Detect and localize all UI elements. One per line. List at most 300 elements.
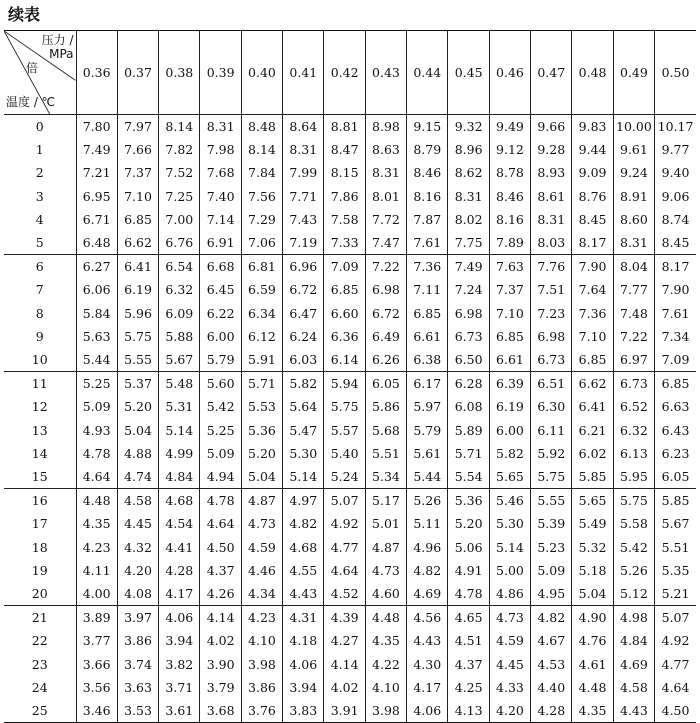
value-cell: 7.23	[531, 302, 572, 325]
value-cell: 4.28	[159, 559, 200, 582]
corner-temperature-label: 温度 / ℃	[6, 95, 56, 109]
value-cell: 8.48	[241, 115, 282, 138]
value-cell: 6.32	[159, 278, 200, 301]
table-row	[4, 489, 696, 512]
value-cell: 7.47	[365, 231, 406, 254]
temperature-cell: 2	[35, 165, 44, 181]
value-cell: 7.89	[489, 231, 530, 254]
value-cell: 4.35	[572, 699, 613, 722]
value-cell: 4.97	[283, 489, 324, 512]
pressure-header-cell: 0.46	[489, 31, 530, 115]
value-cell: 6.61	[407, 325, 448, 348]
value-cell: 4.76	[572, 629, 613, 652]
value-cell: 4.25	[448, 676, 489, 699]
table-row	[4, 512, 696, 535]
temperature-cell: 18	[31, 539, 48, 555]
value-cell: 3.94	[283, 676, 324, 699]
value-cell: 7.72	[365, 208, 406, 231]
temperature-cell: 7	[35, 282, 44, 298]
value-cell: 6.43	[655, 419, 696, 442]
value-cell: 5.92	[531, 442, 572, 465]
table-row	[4, 325, 696, 348]
value-cell: 4.23	[76, 536, 117, 559]
value-cell: 9.44	[572, 138, 613, 161]
value-cell: 7.82	[159, 138, 200, 161]
value-cell: 6.24	[283, 325, 324, 348]
value-cell: 5.61	[407, 442, 448, 465]
value-cell: 7.97	[117, 115, 158, 138]
value-cell: 7.10	[572, 325, 613, 348]
value-cell: 6.68	[200, 255, 241, 278]
value-cell: 5.89	[448, 419, 489, 442]
value-cell: 6.38	[407, 348, 448, 371]
value-cell: 5.63	[76, 325, 117, 348]
value-cell: 4.78	[200, 489, 241, 512]
value-cell: 6.85	[572, 348, 613, 371]
value-cell: 5.79	[200, 348, 241, 371]
value-cell: 8.79	[407, 138, 448, 161]
value-cell: 5.57	[324, 419, 365, 442]
value-cell: 8.31	[613, 231, 654, 254]
value-cell: 5.47	[283, 419, 324, 442]
value-cell: 9.49	[489, 115, 530, 138]
value-cell: 9.40	[655, 161, 696, 184]
value-cell: 3.63	[117, 676, 158, 699]
value-cell: 6.97	[613, 348, 654, 371]
value-cell: 7.80	[76, 115, 117, 138]
value-cell: 5.17	[365, 489, 406, 512]
table-row	[4, 559, 696, 582]
value-cell: 4.50	[655, 699, 696, 722]
value-cell: 5.44	[407, 465, 448, 488]
value-cell: 4.73	[365, 559, 406, 582]
value-cell: 8.31	[531, 208, 572, 231]
value-cell: 4.64	[655, 676, 696, 699]
value-cell: 4.45	[489, 652, 530, 675]
value-cell: 3.98	[241, 652, 282, 675]
value-cell: 6.63	[655, 395, 696, 418]
value-cell: 4.20	[117, 559, 158, 582]
value-cell: 5.32	[572, 536, 613, 559]
value-cell: 6.19	[489, 395, 530, 418]
value-cell: 6.05	[655, 465, 696, 488]
value-cell: 4.64	[200, 512, 241, 535]
value-cell: 3.91	[324, 699, 365, 722]
value-cell: 6.12	[241, 325, 282, 348]
value-cell: 6.36	[324, 325, 365, 348]
value-cell: 7.49	[448, 255, 489, 278]
value-cell: 6.13	[613, 442, 654, 465]
value-cell: 4.20	[489, 699, 530, 722]
value-cell: 5.26	[407, 489, 448, 512]
value-cell: 4.91	[448, 559, 489, 582]
value-cell: 3.90	[200, 652, 241, 675]
value-cell: 5.00	[489, 559, 530, 582]
temperature-cell: 13	[31, 422, 48, 438]
value-cell: 6.19	[117, 278, 158, 301]
value-cell: 5.79	[407, 419, 448, 442]
table-title: 续表	[8, 5, 41, 24]
value-cell: 5.07	[324, 489, 365, 512]
value-cell: 4.34	[241, 582, 282, 605]
value-cell: 4.92	[655, 629, 696, 652]
corner-pressure-unit: MPa	[49, 47, 74, 61]
value-cell: 4.64	[76, 465, 117, 488]
value-cell: 4.26	[200, 582, 241, 605]
value-cell: 5.23	[531, 536, 572, 559]
value-cell: 4.77	[655, 652, 696, 675]
table-row	[4, 676, 696, 699]
value-cell: 4.52	[324, 582, 365, 605]
value-cell: 5.37	[117, 372, 158, 395]
value-cell: 4.69	[613, 652, 654, 675]
value-cell: 6.96	[283, 255, 324, 278]
value-cell: 6.41	[572, 395, 613, 418]
value-cell: 4.14	[200, 606, 241, 629]
value-cell: 10.00	[613, 115, 654, 138]
value-cell: 6.62	[572, 372, 613, 395]
value-cell: 6.02	[572, 442, 613, 465]
value-cell: 7.10	[489, 302, 530, 325]
value-cell: 7.56	[241, 185, 282, 208]
value-cell: 5.94	[324, 372, 365, 395]
table-row	[4, 629, 696, 652]
pressure-header-cell: 0.42	[324, 31, 365, 115]
temperature-cell: 21	[31, 610, 48, 626]
value-cell: 6.34	[241, 302, 282, 325]
value-cell: 8.04	[613, 255, 654, 278]
value-cell: 6.51	[531, 372, 572, 395]
value-cell: 6.85	[489, 325, 530, 348]
value-cell: 7.51	[531, 278, 572, 301]
value-cell: 4.22	[365, 652, 406, 675]
table-row	[4, 115, 696, 138]
temperature-cell: 3	[35, 188, 44, 204]
value-cell: 6.49	[365, 325, 406, 348]
value-cell: 5.26	[613, 559, 654, 582]
value-cell: 5.42	[613, 536, 654, 559]
value-cell: 4.35	[365, 629, 406, 652]
value-cell: 5.58	[613, 512, 654, 535]
value-cell: 5.68	[365, 419, 406, 442]
pressure-temperature-table	[4, 30, 696, 723]
value-cell: 4.11	[76, 559, 117, 582]
value-cell: 5.97	[407, 395, 448, 418]
value-cell: 4.41	[159, 536, 200, 559]
value-cell: 6.17	[407, 372, 448, 395]
pressure-header-cell: 0.41	[283, 31, 324, 115]
value-cell: 3.97	[117, 606, 158, 629]
value-cell: 5.49	[572, 512, 613, 535]
value-cell: 5.48	[159, 372, 200, 395]
value-cell: 7.68	[200, 161, 241, 184]
value-cell: 7.98	[200, 138, 241, 161]
value-cell: 4.69	[407, 582, 448, 605]
value-cell: 6.85	[324, 278, 365, 301]
value-cell: 3.66	[76, 652, 117, 675]
value-cell: 4.08	[117, 582, 158, 605]
value-cell: 9.66	[531, 115, 572, 138]
value-cell: 7.37	[117, 161, 158, 184]
value-cell: 4.02	[324, 676, 365, 699]
value-cell: 4.73	[489, 606, 530, 629]
value-cell: 4.31	[283, 606, 324, 629]
value-cell: 3.77	[76, 629, 117, 652]
value-cell: 5.18	[572, 559, 613, 582]
value-cell: 4.73	[241, 512, 282, 535]
value-cell: 5.75	[531, 465, 572, 488]
value-cell: 6.50	[448, 348, 489, 371]
value-cell: 7.00	[159, 208, 200, 231]
value-cell: 6.54	[159, 255, 200, 278]
temperature-cell: 5	[4, 231, 76, 254]
value-cell: 8.76	[572, 185, 613, 208]
value-cell: 6.61	[489, 348, 530, 371]
value-cell: 4.18	[283, 629, 324, 652]
value-cell: 8.31	[448, 185, 489, 208]
value-cell: 8.31	[365, 161, 406, 184]
value-cell: 5.09	[76, 395, 117, 418]
temperature-cell: 17	[31, 516, 48, 532]
value-cell: 8.96	[448, 138, 489, 161]
value-cell: 8.93	[531, 161, 572, 184]
value-cell: 5.36	[241, 419, 282, 442]
value-cell: 6.73	[531, 348, 572, 371]
value-cell: 5.09	[531, 559, 572, 582]
value-cell: 4.28	[531, 699, 572, 722]
value-cell: 8.15	[324, 161, 365, 184]
value-cell: 7.10	[117, 185, 158, 208]
value-cell: 5.04	[572, 582, 613, 605]
value-cell: 3.98	[365, 699, 406, 722]
value-cell: 4.68	[283, 536, 324, 559]
value-cell: 8.02	[448, 208, 489, 231]
value-cell: 5.01	[365, 512, 406, 535]
value-cell: 3.76	[241, 699, 282, 722]
value-cell: 4.58	[613, 676, 654, 699]
value-cell: 5.88	[159, 325, 200, 348]
value-cell: 5.06	[448, 536, 489, 559]
pressure-header-cell: 0.47	[531, 31, 572, 115]
value-cell: 3.61	[159, 699, 200, 722]
table-row	[4, 372, 696, 395]
temperature-cell: 6	[35, 259, 44, 275]
value-cell: 6.27	[76, 255, 117, 278]
corner-header-cell	[4, 31, 76, 115]
value-cell: 5.75	[613, 489, 654, 512]
value-cell: 5.96	[117, 302, 158, 325]
value-cell: 5.25	[76, 372, 117, 395]
value-cell: 5.71	[241, 372, 282, 395]
value-cell: 5.64	[283, 395, 324, 418]
value-cell: 5.30	[283, 442, 324, 465]
value-cell: 4.86	[489, 582, 530, 605]
value-cell: 6.72	[283, 278, 324, 301]
value-cell: 7.09	[655, 348, 696, 371]
value-cell: 7.34	[655, 325, 696, 348]
value-cell: 9.83	[572, 115, 613, 138]
value-cell: 5.71	[448, 442, 489, 465]
value-cell: 6.85	[117, 208, 158, 231]
value-cell: 3.46	[76, 699, 117, 722]
table-row	[4, 419, 696, 442]
corner-pressure-text: 压力 /	[41, 33, 74, 47]
value-cell: 4.14	[324, 652, 365, 675]
value-cell: 7.61	[655, 302, 696, 325]
value-cell: 8.45	[572, 208, 613, 231]
value-cell: 8.78	[489, 161, 530, 184]
temperature-cell: 16	[31, 493, 48, 509]
value-cell: 9.15	[407, 115, 448, 138]
value-cell: 3.68	[200, 699, 241, 722]
value-cell: 6.98	[531, 325, 572, 348]
value-cell: 6.11	[531, 419, 572, 442]
temperature-cell: 1	[35, 142, 44, 158]
value-cell: 4.87	[241, 489, 282, 512]
value-cell: 4.55	[283, 559, 324, 582]
value-cell: 4.10	[365, 676, 406, 699]
value-cell: 5.09	[200, 442, 241, 465]
value-cell: 8.45	[655, 231, 696, 254]
table-row	[4, 278, 696, 301]
value-cell: 4.35	[76, 512, 117, 535]
value-cell: 7.99	[283, 161, 324, 184]
value-cell: 6.48	[76, 231, 117, 254]
value-cell: 9.12	[489, 138, 530, 161]
table-body	[4, 115, 696, 723]
value-cell: 6.95	[76, 185, 117, 208]
value-cell: 4.33	[489, 676, 530, 699]
pressure-header-cell: 0.49	[613, 31, 654, 115]
pressure-header-cell: 0.38	[159, 31, 200, 115]
value-cell: 4.59	[241, 536, 282, 559]
value-cell: 6.32	[613, 419, 654, 442]
value-cell: 8.60	[613, 208, 654, 231]
value-cell: 7.77	[613, 278, 654, 301]
temperature-cell: 4	[35, 212, 44, 228]
value-cell: 8.61	[531, 185, 572, 208]
value-cell: 4.60	[365, 582, 406, 605]
value-cell: 5.82	[489, 442, 530, 465]
value-cell: 5.14	[159, 419, 200, 442]
value-cell: 4.95	[531, 582, 572, 605]
value-cell: 5.91	[241, 348, 282, 371]
value-cell: 4.88	[117, 442, 158, 465]
value-cell: 4.06	[159, 606, 200, 629]
value-cell: 3.86	[117, 629, 158, 652]
value-cell: 5.20	[117, 395, 158, 418]
value-cell: 5.24	[324, 465, 365, 488]
temperature-cell: 20	[4, 582, 76, 605]
value-cell: 7.11	[407, 278, 448, 301]
value-cell: 5.95	[613, 465, 654, 488]
value-cell: 4.17	[407, 676, 448, 699]
value-cell: 4.46	[241, 559, 282, 582]
value-cell: 5.21	[655, 582, 696, 605]
value-cell: 4.48	[365, 606, 406, 629]
table-row	[4, 255, 696, 278]
value-cell: 5.14	[283, 465, 324, 488]
value-cell: 5.12	[613, 582, 654, 605]
value-cell: 4.40	[531, 676, 572, 699]
value-cell: 6.39	[489, 372, 530, 395]
value-cell: 7.86	[324, 185, 365, 208]
value-cell: 6.00	[489, 419, 530, 442]
value-cell: 6.00	[200, 325, 241, 348]
temperature-cell: 11	[31, 376, 48, 392]
value-cell: 4.82	[407, 559, 448, 582]
pressure-header-cell: 0.39	[200, 31, 241, 115]
value-cell: 4.61	[572, 652, 613, 675]
value-cell: 6.22	[200, 302, 241, 325]
value-cell: 7.37	[489, 278, 530, 301]
value-cell: 5.07	[655, 606, 696, 629]
pressure-header-cell: 0.40	[241, 31, 282, 115]
value-cell: 9.32	[448, 115, 489, 138]
value-cell: 5.65	[572, 489, 613, 512]
value-cell: 9.77	[655, 138, 696, 161]
value-cell: 3.53	[117, 699, 158, 722]
value-cell: 6.98	[365, 278, 406, 301]
value-cell: 7.48	[613, 302, 654, 325]
value-cell: 5.04	[241, 465, 282, 488]
value-cell: 6.98	[448, 302, 489, 325]
value-cell: 5.54	[448, 465, 489, 488]
value-cell: 3.94	[159, 629, 200, 652]
corner-multiple-label: 倍	[26, 61, 39, 75]
temperature-cell: 12	[31, 399, 48, 415]
temperature-cell: 10	[4, 348, 76, 371]
value-cell: 4.59	[489, 629, 530, 652]
value-cell: 4.48	[76, 489, 117, 512]
pressure-header-cell: 0.43	[365, 31, 406, 115]
value-cell: 4.84	[613, 629, 654, 652]
value-cell: 6.73	[613, 372, 654, 395]
value-cell: 3.71	[159, 676, 200, 699]
value-cell: 4.56	[407, 606, 448, 629]
value-cell: 6.71	[76, 208, 117, 231]
value-cell: 9.24	[613, 161, 654, 184]
table-row	[4, 442, 696, 465]
value-cell: 5.65	[489, 465, 530, 488]
temperature-cell: 15	[4, 465, 76, 488]
value-cell: 6.41	[117, 255, 158, 278]
value-cell: 5.86	[365, 395, 406, 418]
value-cell: 7.76	[531, 255, 572, 278]
value-cell: 8.46	[489, 185, 530, 208]
value-cell: 4.78	[448, 582, 489, 605]
value-cell: 5.40	[324, 442, 365, 465]
value-cell: 8.47	[324, 138, 365, 161]
value-cell: 7.63	[489, 255, 530, 278]
value-cell: 7.71	[283, 185, 324, 208]
value-cell: 6.85	[655, 372, 696, 395]
value-cell: 5.82	[283, 372, 324, 395]
value-cell: 7.29	[241, 208, 282, 231]
value-cell: 5.55	[117, 348, 158, 371]
value-cell: 6.26	[365, 348, 406, 371]
value-cell: 4.96	[407, 536, 448, 559]
value-cell: 5.14	[489, 536, 530, 559]
value-cell: 4.06	[407, 699, 448, 722]
value-cell: 4.50	[200, 536, 241, 559]
value-cell: 4.65	[448, 606, 489, 629]
value-cell: 4.99	[159, 442, 200, 465]
value-cell: 4.78	[76, 442, 117, 465]
value-cell: 8.16	[489, 208, 530, 231]
value-cell: 7.66	[117, 138, 158, 161]
value-cell: 6.08	[448, 395, 489, 418]
